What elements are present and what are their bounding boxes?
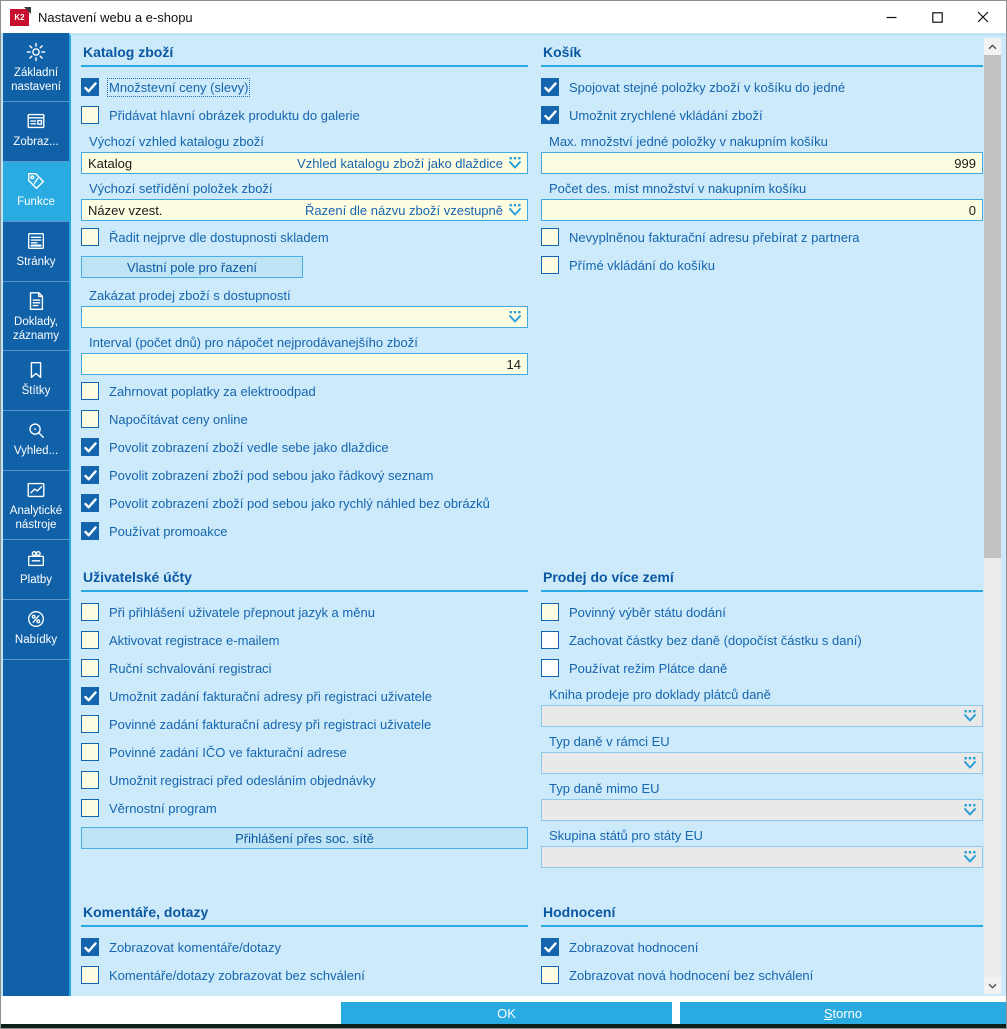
checkbox-row — [81, 438, 528, 456]
vertical-scrollbar[interactable] — [984, 38, 1001, 994]
ok-button[interactable]: OK — [341, 1002, 672, 1024]
window-title: Nastavení webu a e-shopu — [38, 9, 193, 25]
checkbox-label: Při přihlášení uživatele přepnout jazyk a měnu — [109, 604, 375, 620]
checkbox-row — [541, 106, 983, 124]
app-icon — [10, 9, 29, 26]
checkbox-row — [81, 938, 528, 956]
checkbox-row — [81, 743, 528, 761]
checkbox-label: Povinné zadání fakturační adresy při registraci uživatele — [109, 716, 432, 732]
checkbox-label: Zobrazovat hodnocení — [569, 939, 699, 955]
checkmark-icon — [84, 942, 97, 953]
checkbox-label: Povolit zobrazení zboží pod sebou jako řádkový seznam — [109, 467, 434, 483]
checkbox-label: Množstevní ceny (slevy) — [109, 79, 249, 95]
scroll-up-button[interactable] — [984, 38, 1001, 55]
checkbox-label: Zobrazovat komentáře/dotazy — [109, 939, 281, 955]
checkbox-label: Povinné zadání IČO ve fakturační adrese — [109, 744, 347, 760]
sidebar-item-doklady-zaznamy[interactable] — [3, 282, 69, 351]
checkbox-row — [81, 522, 528, 540]
checkbox-label: Nevyplněnou fakturační adresu přebírat z partnera — [569, 229, 860, 245]
checkbox-prime-vkladani[interactable] — [541, 256, 559, 274]
checkmark-icon — [84, 82, 97, 93]
dropdown-icon — [963, 804, 977, 817]
checkbox-promoakce[interactable] — [81, 522, 99, 540]
pocet-des-mist-input[interactable]: 0 — [541, 199, 983, 221]
checkbox-label: Přidávat hlavní obrázek produktu do galerie — [109, 107, 360, 123]
checkmark-icon — [84, 691, 97, 702]
checkbox-nova-hodnoceni-bez-schvaleni[interactable] — [541, 966, 559, 984]
dropdown-icon — [508, 311, 522, 324]
checkbox-label: Zahrnovat poplatky za elektroodpad — [109, 383, 316, 399]
checkbox-label: Používat režim Plátce daně — [569, 660, 728, 676]
field-label: Max. množství jedné položky v nakupním košíku — [549, 134, 828, 149]
checkmark-icon — [544, 942, 557, 953]
checkbox-row — [81, 715, 528, 733]
bookmark-icon — [25, 359, 47, 381]
checkbox-row — [81, 494, 528, 512]
sidebar-item-stitky[interactable] — [3, 351, 69, 411]
prihlaseni-soc-site-button[interactable]: Přihlášení přes soc. sítě — [81, 827, 528, 849]
checkbox-label: Povolit zobrazení zboží vedle sebe jako dlaždice — [109, 439, 389, 455]
field-label: Skupina států pro státy EU — [549, 828, 703, 843]
checkbox-label: Spojovat stejné položky zboží v košíku do jedné — [569, 79, 846, 95]
section-title: Komentáře, dotazy — [81, 904, 528, 927]
section-kosik — [541, 44, 983, 284]
sidebar-item-label: Funkce — [17, 196, 55, 209]
checkbox-rychly-nahled[interactable] — [81, 494, 99, 512]
checkbox-label: Zobrazovat nová hodnocení bez schválení — [569, 967, 814, 983]
combo-vychozi-vzhled[interactable] — [81, 152, 528, 174]
checkbox-zobrazovat-komentare[interactable] — [81, 938, 99, 956]
scroll-down-button[interactable] — [984, 977, 1001, 994]
checkbox-label: Napočítávat ceny online — [109, 411, 248, 427]
sidebar-item-zakladni-nastaveni[interactable] — [3, 33, 69, 102]
maximize-button[interactable] — [914, 1, 960, 33]
checkbox-komentare-bez-schvaleni[interactable] — [81, 966, 99, 984]
checkbox-zachovat-castky[interactable] — [541, 631, 559, 649]
sidebar-item-vyhledavani[interactable] — [3, 411, 69, 471]
checkbox-row — [81, 228, 528, 246]
checkbox-povinny-vyber-statu[interactable] — [541, 603, 559, 621]
sidebar-item-label: Doklady, záznamy — [12, 316, 60, 342]
title-bar — [1, 1, 1006, 33]
payment-icon — [25, 548, 47, 570]
close-button[interactable] — [960, 1, 1006, 33]
checkbox-row — [541, 938, 983, 956]
checkbox-row — [541, 659, 983, 677]
sidebar-item-zobrazeni[interactable] — [3, 102, 69, 162]
sidebar-item-label: Vyhled... — [13, 445, 59, 458]
combo-value: Název vzest. — [88, 202, 163, 218]
checkbox-row — [541, 228, 983, 246]
search-icon — [25, 419, 47, 441]
section-hodnoceni — [541, 904, 983, 994]
document-icon — [25, 290, 47, 312]
field-label: Počet des. míst množství v nakupním košíku — [549, 181, 807, 196]
checkbox-row — [81, 106, 528, 124]
combo-kniha-prodeje[interactable] — [541, 705, 983, 727]
sidebar-item-nabidky[interactable] — [3, 600, 69, 660]
checkbox-row — [541, 603, 983, 621]
field-label: Kniha prodeje pro doklady plátců daně — [549, 687, 771, 702]
checkbox-row — [541, 78, 983, 96]
content-area — [69, 33, 1007, 996]
analytics-icon — [25, 479, 47, 501]
checkbox-label: Umožnit registraci před odesláním objednávky — [109, 772, 376, 788]
section-uzivatelske-ucty — [81, 569, 528, 859]
minimize-button[interactable] — [868, 1, 914, 33]
checkbox-label: Komentáře/dotazy zobrazovat bez schválení — [109, 967, 365, 983]
combo-skupina-statu[interactable] — [541, 846, 983, 868]
sidebar-item-funkce[interactable] — [3, 162, 69, 222]
field-label: Interval (počet dnů) pro nápočet nejprodávanejšího zboží — [89, 335, 418, 350]
storno-label-initial: S — [823, 1005, 833, 1021]
checkbox-rezim-platce-dane[interactable] — [541, 659, 559, 677]
tag-icon — [25, 170, 47, 192]
section-prodej-vice-zemi — [541, 569, 983, 875]
sidebar-item-stranky[interactable] — [3, 222, 69, 282]
checkbox-registrace-pred-odeslanim[interactable] — [81, 771, 99, 789]
checkbox-radkovy-seznam[interactable] — [81, 466, 99, 484]
checkbox-row — [81, 771, 528, 789]
checkmark-icon — [544, 110, 557, 121]
combo-value: Katalog — [88, 155, 133, 171]
checkbox-label: Řadit nejprve dle dostupnosti skladem — [109, 229, 329, 245]
checkbox-spojovat-polozky[interactable] — [541, 78, 559, 96]
checkmark-icon — [84, 498, 97, 509]
sidebar-item-label: Nabídky — [14, 634, 58, 647]
checkbox-row — [81, 659, 528, 677]
gear-icon — [25, 41, 47, 63]
interval-input[interactable]: 14 — [81, 353, 528, 375]
offers-icon — [25, 608, 47, 630]
checkbox-zobrazovat-hodnoceni[interactable] — [541, 938, 559, 956]
checkbox-row — [81, 687, 528, 705]
checkbox-row — [81, 631, 528, 649]
scrollbar-thumb[interactable] — [984, 55, 1001, 558]
section-katalog-zbozi — [81, 44, 528, 550]
checkbox-row — [81, 799, 528, 817]
window-controls — [868, 1, 1006, 33]
combo-typ-dane-eu[interactable] — [541, 752, 983, 774]
checkbox-row — [81, 410, 528, 428]
checkbox-row — [81, 382, 528, 400]
checkbox-aktivovat-registrace[interactable] — [81, 631, 99, 649]
field-label: Výchozí vzhled katalogu zboží — [89, 134, 264, 149]
checkbox-povinne-ico[interactable] — [81, 743, 99, 761]
checkbox-row — [81, 78, 528, 96]
section-title: Košík — [541, 44, 983, 67]
vlastni-pole-button[interactable]: Vlastní pole pro řazení — [81, 256, 303, 278]
checkbox-row — [541, 256, 983, 274]
checkbox-label: Povinný výběr státu dodání — [569, 604, 726, 620]
section-komentare-dotazy — [81, 904, 528, 994]
checkbox-pridavat-obrazek[interactable] — [81, 106, 99, 124]
checkbox-row — [81, 603, 528, 621]
section-title: Katalog zboží — [81, 44, 528, 67]
sidebar-item-label: Platby — [20, 574, 52, 587]
max-mnozstvi-input[interactable]: 999 — [541, 152, 983, 174]
dropdown-icon — [963, 710, 977, 723]
combo-typ-dane-mimo-eu[interactable] — [541, 799, 983, 821]
combo-hint: Řazení dle názvu zboží vzestupně — [304, 202, 503, 218]
sidebar-item-label: Zobraz... — [13, 136, 59, 149]
pages-icon — [25, 230, 47, 252]
checkbox-row — [541, 966, 983, 984]
checkbox-nevyplnenou-adresu[interactable] — [541, 228, 559, 246]
combo-zakazat-prodej[interactable] — [81, 306, 528, 328]
checkbox-zrychlene-vkladani[interactable] — [541, 106, 559, 124]
checkbox-rucni-schvalovani[interactable] — [81, 659, 99, 677]
checkbox-vernostni-program[interactable] — [81, 799, 99, 817]
checkbox-row — [81, 966, 528, 984]
sidebar-item-label: Základní nastavení — [11, 67, 61, 93]
field-label: Výchozí setřídění položek zboží — [89, 181, 273, 196]
dropdown-icon — [963, 757, 977, 770]
checkbox-prepnout-jazyk[interactable] — [81, 603, 99, 621]
field-label: Typ daně v rámci EU — [549, 734, 670, 749]
checkbox-dlazdice[interactable] — [81, 438, 99, 456]
field-label: Zakázat prodej zboží s dostupností — [89, 288, 291, 303]
sidebar-item-label: Štítky — [21, 385, 51, 398]
checkbox-ceny-online[interactable] — [81, 410, 99, 428]
checkbox-povinne-fakturacni[interactable] — [81, 715, 99, 733]
checkbox-label: Věrnostní program — [109, 800, 217, 816]
checkbox-mnozstevni-ceny[interactable] — [81, 78, 99, 96]
left-column — [81, 36, 528, 994]
combo-vychozi-setrideni[interactable] — [81, 199, 528, 221]
storno-button[interactable] — [680, 1002, 1006, 1024]
checkbox-label: Ruční schvalování registraci — [109, 660, 272, 676]
sidebar-item-analyticke-nastroje[interactable] — [3, 471, 69, 540]
dropdown-icon — [508, 157, 522, 170]
dropdown-icon — [508, 204, 522, 217]
checkbox-label: Aktivovat registrace e-mailem — [109, 632, 280, 648]
checkbox-radit-nejprve[interactable] — [81, 228, 99, 246]
checkbox-label: Povolit zobrazení zboží pod sebou jako rychlý náhled bez obrázků — [109, 495, 490, 511]
sidebar-item-label: Analytické nástroje — [9, 505, 63, 531]
checkmark-icon — [84, 442, 97, 453]
sidebar — [1, 33, 69, 996]
checkbox-row — [541, 631, 983, 649]
dropdown-icon — [963, 851, 977, 864]
checkmark-icon — [84, 470, 97, 481]
window-bottom-edge — [1, 1024, 1006, 1029]
checkbox-label: Umožnit zrychlené vkládání zboží — [569, 107, 763, 123]
sidebar-item-label: Stránky — [16, 256, 56, 269]
checkmark-icon — [84, 526, 97, 537]
checkbox-umoznit-fakturacni[interactable] — [81, 687, 99, 705]
storno-label-rest: torno — [832, 1005, 863, 1021]
field-label: Typ daně mimo EU — [549, 781, 660, 796]
checkbox-row — [81, 466, 528, 484]
checkbox-label: Zachovat částky bez daně (dopočíst částku s daní) — [569, 632, 862, 648]
combo-hint: Vzhled katalogu zboží jako dlaždice — [297, 155, 503, 171]
section-title: Uživatelské účty — [81, 569, 528, 592]
checkbox-label: Umožnit zadání fakturační adresy při registraci uživatele — [109, 688, 432, 704]
app-icon-label: K2 — [14, 12, 25, 22]
section-title: Hodnocení — [541, 904, 983, 927]
display-icon — [25, 110, 47, 132]
checkbox-elektroodpad[interactable] — [81, 382, 99, 400]
checkbox-label: Přímé vkládání do košíku — [569, 257, 715, 273]
right-column — [541, 36, 983, 994]
checkbox-label: Používat promoakce — [109, 523, 228, 539]
checkmark-icon — [544, 82, 557, 93]
section-title: Prodej do více zemí — [541, 569, 983, 592]
sidebar-item-platby[interactable] — [3, 540, 69, 600]
